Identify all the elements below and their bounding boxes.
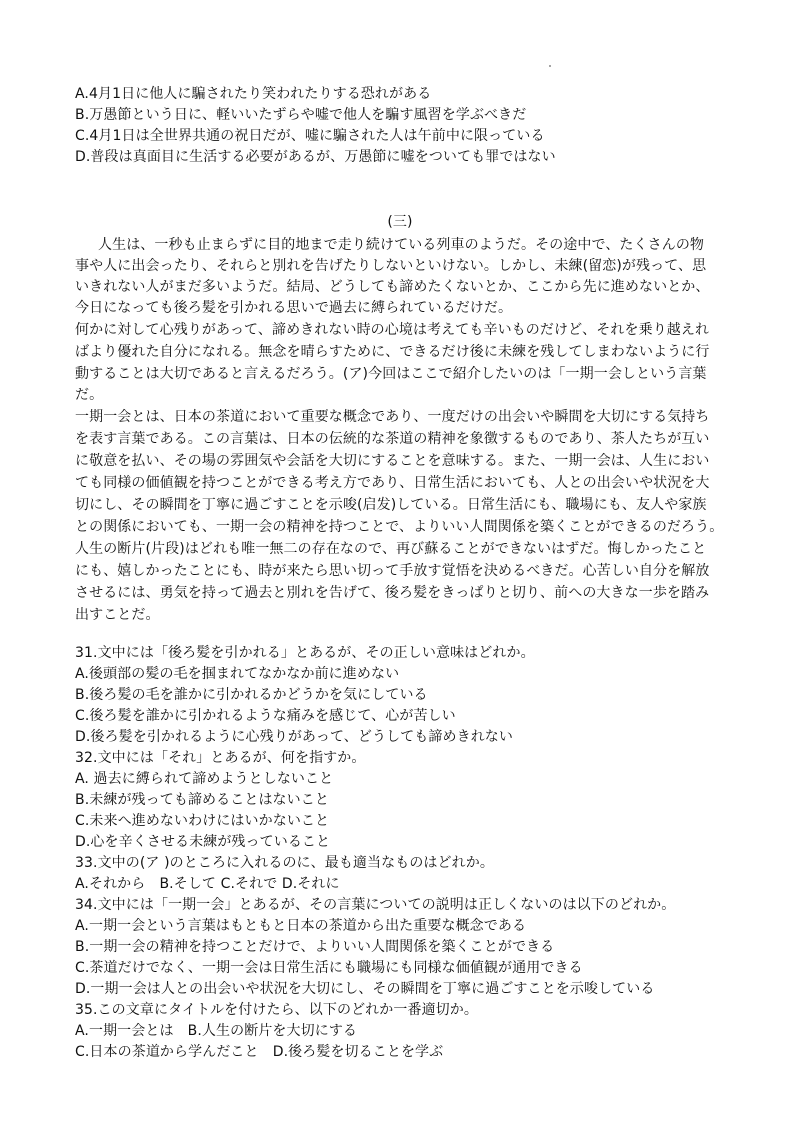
passage-line: 一期一会とは、日本の茶道において重要な概念であり、一度だけの出会いや瞬間を大切にする気持ち bbox=[75, 409, 710, 425]
q30-option-b: B.万愚節という日に、軽いいたずらや嘘で他人を騙す風習を学ぶべきだ bbox=[75, 107, 527, 123]
q32-option-c: C.未来へ進めないわけにはいかないこと bbox=[75, 813, 330, 829]
q30-option-c: C.4月1日は全世界共通の祝日だが、嘘に騙された人は午前中に限っている bbox=[75, 128, 545, 144]
section-title: (三) bbox=[387, 214, 413, 230]
passage-line: 動することは大切であると言えるだろう。(ア)今回はここで紹介したいのは「一期一会しという言葉 bbox=[75, 366, 707, 382]
passage-line: いきれない人がまだ多いようだ。結局、どうしても諦めたくないとか、ここから先に進めないとか、 bbox=[75, 279, 710, 295]
question-31: 31.文中には「後ろ髪を引かれる」とあるが、その正しい意味はどれか。 bbox=[75, 645, 535, 661]
q34-option-c: C.茶道だけでなく、一期一会は日常生活にも職場にも同様な価値観が通用できる bbox=[75, 960, 583, 976]
question-34: 34.文中には「一期一会」とあるが、その言葉についての説明は正しくないのは以下のどれか。 bbox=[75, 897, 676, 913]
q32-option-a: A. 過去に縛られて諦めようとしないこと bbox=[75, 771, 334, 787]
q33-options: A.それから B.そして C.それで D.それに bbox=[75, 876, 340, 892]
passage-line: を表す言葉である。この言葉は、日本の伝統的な茶道の精神を象徴するものであり、茶人たちが互い bbox=[75, 431, 710, 447]
passage-line: 事や人に出会ったり、それらと別れを告げたりしないといけない。しかし、未練(留恋)が残って、思 bbox=[75, 258, 707, 274]
scan-speck bbox=[549, 65, 551, 67]
q35-options-cd: C.日本の茶道から学んだこと D.後ろ髪を切ることを学ぶ bbox=[75, 1044, 444, 1060]
passage-line: 人生は、一秒も止まらずに目的地まで走り続けている列車のようだ。その途中で、たくさんの物 bbox=[98, 237, 705, 253]
passage-line: させるには、勇気を持って過去と別れを告げて、後ろ髪をきっぱりと切り、前への大きな一歩を踏み bbox=[75, 585, 710, 601]
q35-options-ab: A.一期一会とは B.人生の断片を大切にする bbox=[75, 1023, 358, 1039]
q31-option-a: A.後頭部の髪の毛を掴まれてなかなか前に進めない bbox=[75, 666, 400, 682]
passage-line: 今日になっても後ろ髪を引かれる思いで過去に縛られているだけだ。 bbox=[75, 300, 513, 316]
question-32: 32.文中には「それ」とあるが、何を指すか。 bbox=[75, 750, 366, 766]
passage-line: に敬意を払い、その場の雰囲気や会話を大切にすることを意味する。また、一期一会は、人生におい bbox=[75, 453, 710, 469]
passage-line: ても同様の価値観を持つことができる考え方であり、日常生活においても、人との出会いや状況を大 bbox=[75, 475, 710, 491]
passage-line: 人生の断片(片段)はどれも唯一無二の存在なので、再び蘇ることができないはずだ。悔しかったこと bbox=[75, 541, 707, 557]
passage-line: にも、嬉しかったことにも、時が来たら思い切って手放す覚悟を決めるべきだ。心苦しい自分を解放 bbox=[75, 563, 710, 579]
q30-option-a: A.4月1日に他人に騙されたり笑われたりする恐れがある bbox=[75, 86, 432, 102]
passage-line: との関係においても、一期一会の精神を持つことで、よりいい人間関係を築くことができるのだろう。 bbox=[75, 519, 724, 535]
passage-line: 何かに対して心残りがあって、諦めきれない時の心境は考えても辛いものだけど、それを乗り越えれ bbox=[75, 322, 710, 338]
passage-line: だ。 bbox=[75, 387, 104, 403]
q32-option-d: D.心を辛くさせる未練が残っていること bbox=[75, 834, 331, 850]
q30-option-d: D.普段は真面目に生活する必要があるが、万愚節に嘘をついても罪ではない bbox=[75, 149, 556, 165]
question-33: 33.文中の(ア )のところに入れるのに、最も適当なものはどれか。 bbox=[75, 855, 494, 871]
q34-option-b: B.一期一会の精神を持つことだけで、よりいい人間関係を築くことができる bbox=[75, 939, 555, 955]
q34-option-a: A.一期一会という言葉はもともと日本の茶道から出た重要な概念である bbox=[75, 918, 527, 934]
passage-line: 切にし、その瞬間を丁寧に過ごすことを示唆(启发)している。日常生活にも、職場にも、友人や家族 bbox=[75, 497, 707, 513]
q34-option-d: D.一期一会は人との出会いや状況を大切にし、その瞬間を丁寧に過ごすことを示唆している bbox=[75, 981, 655, 997]
q31-option-d: D.後ろ髪を引かれるように心残りがあって、どうしても諦めきれない bbox=[75, 729, 514, 745]
q31-option-b: B.後ろ髪の毛を誰かに引かれるかどうかを気にしている bbox=[75, 687, 428, 703]
passage-line: ばより優れた自分になれる。無念を晴らすために、できるだけ後に未練を残してしまわないように行 bbox=[75, 344, 710, 360]
question-35: 35.この文章にタイトルを付けたら、以下のどれか一番適切か。 bbox=[75, 1002, 478, 1018]
passage-line: 出すことだ。 bbox=[75, 607, 160, 623]
q32-option-b: B.未練が残っても諦めることはないこと bbox=[75, 792, 329, 808]
q31-option-c: C.後ろ髪を誰かに引かれるような痛みを感じて、心が苦しい bbox=[75, 708, 456, 724]
